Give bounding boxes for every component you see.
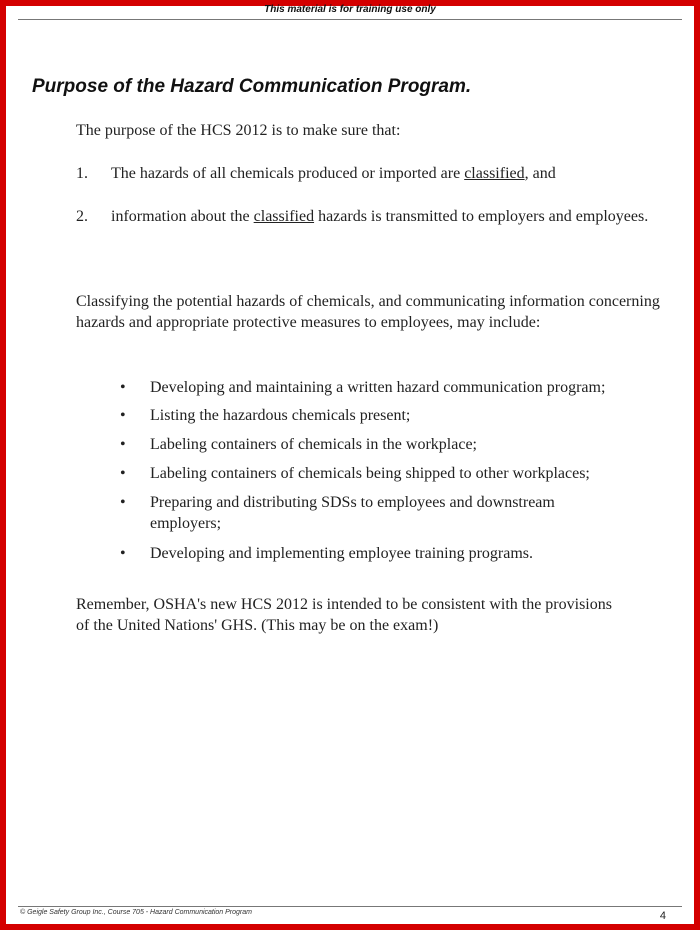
bullet-marker: • <box>120 545 126 562</box>
bullet-item-2: Listing the hazardous chemicals present; <box>150 407 411 424</box>
numbered-item-1-text-start: The hazards of all chemicals produced or imported are <box>111 165 465 182</box>
bullet-marker: • <box>120 494 126 511</box>
numbered-item-2-text-start: information about the <box>111 208 254 225</box>
footer-copyright: © Geigle Safety Group Inc., Course 705 - Hazard Communication Program <box>20 909 252 916</box>
bullet-marker: • <box>120 465 126 482</box>
bullet-item-1: Developing and maintaining a written hazard communication program; <box>150 379 606 396</box>
intro-text: The purpose of the HCS 2012 is to make sure that: <box>76 122 401 139</box>
numbered-item-1-text <box>111 163 651 184</box>
page-title: Purpose of the Hazard Communication Program. <box>32 76 472 97</box>
underlined-term-classified: classified <box>253 208 315 225</box>
bullet-item-3: Labeling containers of chemicals in the workplace; <box>150 436 477 453</box>
bullet-marker: • <box>120 436 126 453</box>
bullet-item-4: Labeling containers of chemicals being shipped to other workplaces; <box>150 465 590 482</box>
numbered-item-1-number: 1. <box>76 165 88 182</box>
header-divider <box>18 19 682 20</box>
closing-paragraph: Remember, OSHA's new HCS 2012 is intended to be consistent with the provisions of the United Nations' GHS. (This may be on the exam!) <box>76 596 612 634</box>
page-number: 4 <box>659 910 666 922</box>
training-notice: This material is for training use only <box>264 4 436 15</box>
numbered-item-2-text <box>111 206 651 227</box>
footer-divider <box>18 906 682 907</box>
bullet-marker: • <box>120 379 126 396</box>
underlined-term-classified: classified <box>464 165 525 182</box>
bullet-item-5: Preparing and distributing SDSs to employees and downstream employers; <box>150 494 555 532</box>
bullet-marker: • <box>120 407 126 424</box>
numbered-item-2-text-end: hazards is transmitted to employers and employees. <box>314 208 649 225</box>
numbered-item-2-number: 2. <box>76 208 88 225</box>
bullet-item-6: Developing and implementing employee training programs. <box>150 545 534 562</box>
numbered-item-1-text-end: , and <box>524 165 556 182</box>
classify-paragraph: Classifying the potential hazards of chemicals, and communicating information concerning hazards and appropriate protective measures to employees, may include: <box>76 293 660 331</box>
